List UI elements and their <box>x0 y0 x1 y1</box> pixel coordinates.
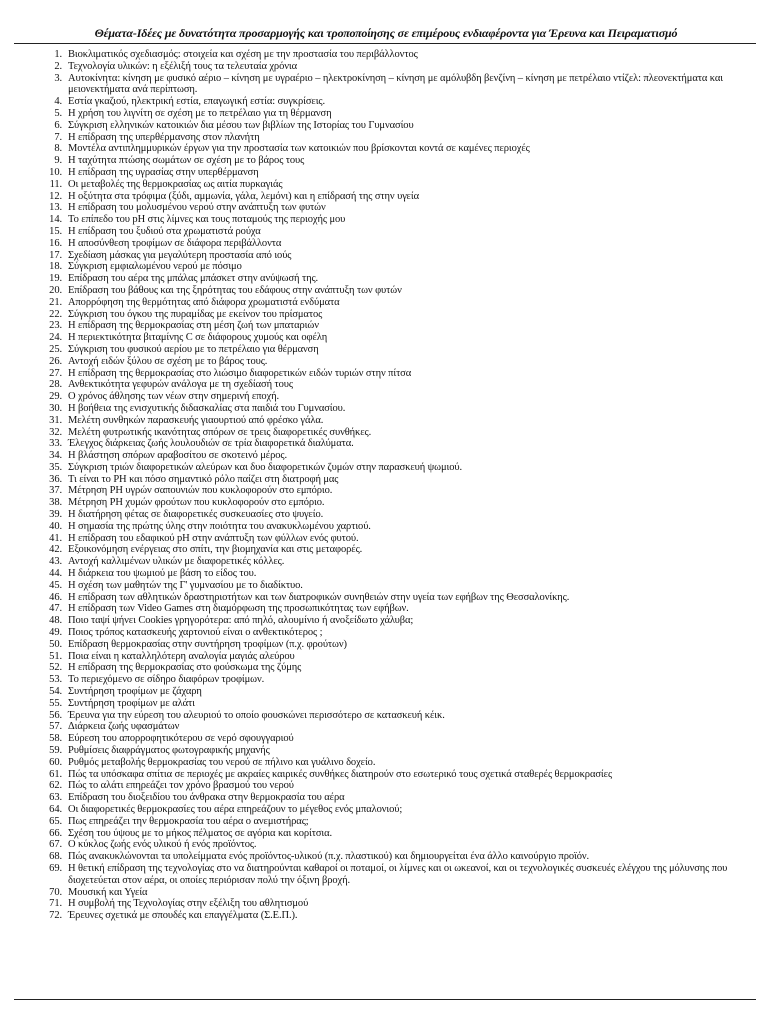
list-item-number-cell <box>0 273 62 285</box>
list-item-text: Πώς το αλάτι επηρεάζει τον χρόνο βρασμού του νερού <box>68 780 294 792</box>
list-item-text: Η επίδραση της θερμοκρασίας στο φούσκωμα της ζύμης <box>68 662 302 674</box>
list-item-number-cell <box>0 427 62 439</box>
list-item <box>0 96 768 108</box>
list-item-number: 23. <box>49 320 62 332</box>
list-item-number-cell <box>0 662 62 674</box>
list-item-number-cell <box>0 261 62 273</box>
list-item-number: 9. <box>54 155 62 167</box>
list-item-text: Ποιο ταψί ψήνει Cookies γρηγορότερα: από πηλό, αλουμίνιο ή ανοξείδωτο χάλυβα; <box>68 615 414 627</box>
list-item-number: 3. <box>54 72 62 84</box>
list-item-number: 33. <box>49 438 62 450</box>
list-item-number-cell <box>0 415 62 427</box>
list-item <box>0 320 768 332</box>
list-item-number: 10. <box>49 166 62 178</box>
list-item-number-cell <box>0 167 62 179</box>
list-item <box>0 167 768 179</box>
list-item-number-cell <box>0 61 62 73</box>
list-item-number: 61. <box>49 768 62 780</box>
list-item-text: Η χρήση του λιγνίτη σε σχέση με το πετρέλαιο για τη θέρμανση <box>68 107 332 119</box>
list-item-number-cell <box>0 828 62 840</box>
list-item-number-cell <box>0 120 62 132</box>
title-underline-divider <box>14 43 756 44</box>
list-item-text: Μοντέλα αντιπλημμυρικών έργων για την προστασία των κατοικιών που βρίσκονται κοντά σε καμένες περιοχές <box>68 143 530 155</box>
list-item-number: 12. <box>49 190 62 202</box>
list-item <box>0 132 768 144</box>
list-item-number-cell <box>0 320 62 332</box>
list-item <box>0 226 768 238</box>
list-item <box>0 910 768 922</box>
list-item-text: Η συμβολή της Τεχνολογίας στην εξέλιξη του αθλητισμού <box>68 898 309 910</box>
list-item <box>0 686 768 698</box>
list-item-number: 16. <box>49 237 62 249</box>
list-item-text: Η βλάστηση σπόρων αραβοσίτου σε σκοτεινό μέρος. <box>68 450 287 462</box>
list-item-number-cell <box>0 839 62 851</box>
list-item <box>0 509 768 521</box>
list-item-number-cell <box>0 96 62 108</box>
list-item <box>0 120 768 132</box>
list-item <box>0 804 768 816</box>
list-item-text: Σχεδίαση μάσκας για μεγαλύτερη προστασία από ιούς <box>68 249 292 261</box>
list-item-number-cell <box>0 509 62 521</box>
list-item-number: 13. <box>49 202 62 214</box>
list-item-number-cell <box>0 521 62 533</box>
list-item <box>0 580 768 592</box>
list-item-number: 71. <box>49 898 62 910</box>
list-item-number-cell <box>0 592 62 604</box>
list-item-number-cell <box>0 438 62 450</box>
list-item-number-cell <box>0 285 62 297</box>
list-item-text: Σύγκριση του φυσικού αερίου με το πετρέλαιο για θέρμανση <box>68 343 319 355</box>
list-item-number-cell <box>0 73 62 97</box>
list-item <box>0 450 768 462</box>
list-item-number: 37. <box>49 485 62 497</box>
list-item-text: Η επίδραση της θερμοκρασίας στη μέση ζωή των μπαταριών <box>68 320 319 332</box>
list-item <box>0 250 768 262</box>
list-item-number: 40. <box>49 520 62 532</box>
list-item-number: 59. <box>49 745 62 757</box>
list-item-text: Ο κύκλος ζωής ενός υλικού ή ενός προϊόντος. <box>68 839 257 851</box>
list-item-number-cell <box>0 403 62 415</box>
list-item-number-cell <box>0 344 62 356</box>
list-item-number: 38. <box>49 497 62 509</box>
list-item-text: Η διάρκεια του ψωμιού με βάση το είδος του. <box>68 568 257 580</box>
list-item <box>0 792 768 804</box>
list-item-number-cell <box>0 603 62 615</box>
list-item <box>0 887 768 899</box>
list-item-number-cell <box>0 497 62 509</box>
list-item <box>0 533 768 545</box>
list-item-number-cell <box>0 863 62 887</box>
list-item-number-cell <box>0 533 62 545</box>
list-item <box>0 73 768 97</box>
list-item-text: Μουσική και Υγεία <box>68 886 148 898</box>
list-item <box>0 674 768 686</box>
list-item-number: 58. <box>49 733 62 745</box>
list-item-number: 66. <box>49 827 62 839</box>
list-item-number: 45. <box>49 579 62 591</box>
list-item-number-cell <box>0 615 62 627</box>
list-item-number-cell <box>0 368 62 380</box>
list-item-number: 22. <box>49 308 62 320</box>
list-item <box>0 332 768 344</box>
list-item <box>0 639 768 651</box>
list-item-text: Μελέτη συνθηκών παρασκευής γιαουρτιού από φρέσκο γάλα. <box>68 414 324 426</box>
list-item-text: Αντοχή καλλιμένων υλικών με διαφορετικές κόλλες. <box>68 556 285 568</box>
list-item-text: Μέτρηση PH χυμών φρούτων που κυκλοφορούν στο εμπόριο. <box>68 497 325 509</box>
list-item <box>0 309 768 321</box>
list-item-number-cell <box>0 686 62 698</box>
list-item <box>0 556 768 568</box>
list-item-number-cell <box>0 485 62 497</box>
list-item-number-cell <box>0 462 62 474</box>
list-item <box>0 438 768 450</box>
list-item-text: Η οξύτητα στα τρόφιμα (ξύδι, αμμωνία, γάλα, λεμόνι) και η επίδρασή της στην υγεία <box>68 190 419 202</box>
list-item-number: 55. <box>49 697 62 709</box>
list-item-number-cell <box>0 391 62 403</box>
list-item-number-cell <box>0 544 62 556</box>
list-item <box>0 202 768 214</box>
list-item-number-cell <box>0 155 62 167</box>
list-item-number-cell <box>0 202 62 214</box>
list-item-number-cell <box>0 851 62 863</box>
list-item-number-cell <box>0 639 62 651</box>
list-item-text: Έρευνα για την εύρεση του αλευριού το οποίο φουσκώνει περισσότερο σε κατασκευή κέικ. <box>68 709 445 721</box>
list-item-number-cell <box>0 910 62 922</box>
list-item-number-cell <box>0 556 62 568</box>
list-item <box>0 108 768 120</box>
list-item-text: Η επίδραση του ξυδιού στα χρωματιστά ρούχα <box>68 225 261 237</box>
list-item-number-cell <box>0 651 62 663</box>
list-item <box>0 403 768 415</box>
list-item-number-cell <box>0 297 62 309</box>
list-item-text: Ρυθμίσεις διαφράγματος φωτογραφικής μηχανής <box>68 745 270 757</box>
topic-list <box>0 49 768 922</box>
list-item-number: 28. <box>49 379 62 391</box>
list-item <box>0 344 768 356</box>
list-item <box>0 769 768 781</box>
list-item-text: Μελέτη φυτρωτικής ικανότητας σπόρων σε τρεις διαφορετικές συνθήκες. <box>68 426 372 438</box>
list-item-number-cell <box>0 474 62 486</box>
list-item <box>0 356 768 368</box>
list-item-text: Η επίδραση της υπερθέρμανσης στον πλανήτη <box>68 131 260 143</box>
list-item-number: 39. <box>49 509 62 521</box>
list-item-text: Η επίδραση της υγρασίας στην υπερθέρμανση <box>68 166 259 178</box>
list-item-number: 72. <box>49 910 62 922</box>
list-item-text: Επίδραση του αέρα της μπάλας μπάσκετ στην ανύψωσή της. <box>68 273 319 285</box>
list-item-number-cell <box>0 804 62 816</box>
list-item <box>0 261 768 273</box>
list-item-number: 36. <box>49 473 62 485</box>
list-item <box>0 627 768 639</box>
list-item-number-cell <box>0 792 62 804</box>
list-item-number-cell <box>0 757 62 769</box>
list-item <box>0 214 768 226</box>
list-item <box>0 745 768 757</box>
list-item-text: Πώς τα υπόσκαφα σπίτια σε περιοχές με ακραίες καιρικές συνθήκες διατηρούν στο εσωτερικό τους σχετικά σταθερές θερμοκρασίες <box>68 768 612 780</box>
list-item-number: 20. <box>49 284 62 296</box>
list-item-text: Σύγκριση του όγκου της πυραμίδας με εκείνον του πρίσματος <box>68 308 323 320</box>
list-item-number-cell <box>0 49 62 61</box>
list-item-number: 41. <box>49 532 62 544</box>
list-item <box>0 757 768 769</box>
list-item-text: Τι είναι το PH και πόσο σημαντικό ρόλο παίζει στη διατροφή μας <box>68 473 339 485</box>
list-item-text: Η επίδραση του μολυσμένου νερού στην ανάπτυξη των φυτών <box>68 202 326 214</box>
list-item <box>0 497 768 509</box>
list-item <box>0 651 768 663</box>
list-item-text: Η θετική επίδραση της τεχνολογίας στο να διατηρούνται καθαροί οι ποταμοί, οι λίμνες και οι ωκεανοί, και οι τεχνολογικές συσκευές ελέγχου της μόλυνσης που διοχετεύεται στον αέρα, οι οποίες περιόρισαν πολύ την όξινη βροχή. <box>68 862 728 886</box>
list-item-text: Η επίδραση της θερμοκρασίας στο λιώσιμο διαφορετικών ειδών τυριών στην πίτσα <box>68 367 412 379</box>
list-item-text: Πώς ανακυκλώνονται τα υπολείμματα ενός προϊόντος-υλικού (π.χ. πλαστικού) και δημιουργείται ένα άλλο καινούργιο προϊόν. <box>68 851 590 863</box>
list-item-number: 34. <box>49 450 62 462</box>
list-item-number: 27. <box>49 367 62 379</box>
list-item-text: Η περιεκτικότητα βιταμίνης C σε διάφορους χυμούς και οφέλη <box>68 332 328 344</box>
list-item-number-cell <box>0 745 62 757</box>
list-item-text: Ποιος τρόπος κατασκευής χαρτονιού είναι ο ανθεκτικότερος ; <box>68 627 323 639</box>
list-item-number: 15. <box>49 225 62 237</box>
list-item-number-cell <box>0 379 62 391</box>
list-item-number: 54. <box>49 686 62 698</box>
list-item <box>0 485 768 497</box>
list-item-text: Επίδραση του βάθους και της ξηρότητας του εδάφους στην ανάπτυξη των φυτών <box>68 284 402 296</box>
list-item-number-cell <box>0 568 62 580</box>
list-item-number: 14. <box>49 214 62 226</box>
list-item-text: Ανθεκτικότητα γεφυρών ανάλογα με τη σχεδίασή τους <box>68 379 293 391</box>
list-item-number: 69. <box>49 862 62 874</box>
list-item-number: 21. <box>49 296 62 308</box>
list-item-number-cell <box>0 721 62 733</box>
list-item-number-cell <box>0 332 62 344</box>
list-item-number-cell <box>0 226 62 238</box>
list-item <box>0 285 768 297</box>
list-item-text: Η σχέση των μαθητών της Γ' γυμνασίου με το διαδίκτυο. <box>68 579 303 591</box>
list-item-text: Ο χρόνος άθλησης των νέων στην σημερινή εποχή. <box>68 391 280 403</box>
list-item <box>0 592 768 604</box>
list-item <box>0 155 768 167</box>
list-item <box>0 143 768 155</box>
footer-divider <box>14 999 756 1000</box>
list-item-text: Έλεγχος διάρκειας ζωής λουλουδιών σε τρία διαφορετικά διαλύματα. <box>68 438 354 450</box>
list-item-number: 57. <box>49 721 62 733</box>
list-item-number: 26. <box>49 355 62 367</box>
list-item-number: 63. <box>49 792 62 804</box>
list-item-number: 67. <box>49 839 62 851</box>
list-item-number-cell <box>0 698 62 710</box>
list-item-number: 11. <box>49 178 62 190</box>
list-item-number: 18. <box>49 261 62 273</box>
list-item-number-cell <box>0 179 62 191</box>
list-item-number: 50. <box>49 638 62 650</box>
list-item-number-cell <box>0 769 62 781</box>
list-item-number: 53. <box>49 674 62 686</box>
list-item-text: Μέτρηση PH υγρών σαπουνιών που κυκλοφορούν στο εμπόριο. <box>68 485 333 497</box>
list-item-number: 1. <box>54 49 62 60</box>
list-item-text: Επίδραση θερμοκρασίας στην συντήρηση τροφίμων (π.χ. φρούτων) <box>68 638 347 650</box>
list-item-text: Σύγκριση τριών διαφορετικών αλεύρων και δυο διαφορετικών ζυμών στην παρασκευή ψωμιού. <box>68 461 462 473</box>
list-item-number-cell <box>0 250 62 262</box>
list-item <box>0 603 768 615</box>
list-item-number: 7. <box>54 131 62 143</box>
list-item-number: 48. <box>49 615 62 627</box>
list-item-text: Αυτοκίνητα: κίνηση με φυσικό αέριο – κίνηση με υγραέριο – ηλεκτροκίνηση – κίνηση με αμόλυβδη βενζίνη – κίνηση με πετρέλαιο ντίζελ: πλεονεκτήματα και μειονεκτήματα ανά περίπτωση. <box>68 72 724 96</box>
list-item-text: Η διατήρηση φέτας σε διαφορετικές συσκευασίες στο ψυγείο. <box>68 509 324 521</box>
list-item-number: 19. <box>49 273 62 285</box>
list-item-text: Οι μεταβολές της θερμοκρασίας ως αιτία πυρκαγιάς <box>68 178 283 190</box>
list-item <box>0 521 768 533</box>
list-item <box>0 839 768 851</box>
list-item-text: Εστία γκαζιού, ηλεκτρική εστία, επαγωγική εστία: συγκρίσεις. <box>68 96 325 108</box>
list-item-number: 51. <box>49 650 62 662</box>
list-item-number-cell <box>0 674 62 686</box>
list-item <box>0 368 768 380</box>
list-item-number: 5. <box>54 107 62 119</box>
list-item <box>0 568 768 580</box>
list-item-number-cell <box>0 580 62 592</box>
list-item <box>0 828 768 840</box>
list-item-text: Απορρόφηση της θερμότητας από διάφορα χρωματιστά ενδύματα <box>68 296 340 308</box>
list-item-text: Εξοικονόμηση ενέργειας στο σπίτι, την βιομηχανία και στις μεταφορές. <box>68 544 363 556</box>
list-item-text: Η επίδραση του εδαφικού pH στην ανάπτυξη των φύλλων ενός φυτού. <box>68 532 359 544</box>
list-item-text: Η επίδραση των αθλητικών δραστηριοτήτων και των διατροφικών συνηθειών στην υγεία των εφήβων της Θεσσαλονίκης. <box>68 591 570 603</box>
list-item-number: 17. <box>49 249 62 261</box>
list-item-text: Η σημασία της πρώτης ύλης στην ποιότητα του ανακυκλωμένου χαρτιού. <box>68 520 371 532</box>
list-item-number: 46. <box>49 591 62 603</box>
list-item-number-cell <box>0 238 62 250</box>
page-title: Θέματα-Ιδέες με δυνατότητα προσαρμογής και τροποποίησης σε επιμέρους ενδιαφέροντα για Έρευνα και Πειραματισμό <box>94 26 678 40</box>
list-item-number: 56. <box>49 709 62 721</box>
list-item <box>0 733 768 745</box>
list-item-number-cell <box>0 898 62 910</box>
list-item-number: 29. <box>49 391 62 403</box>
list-item <box>0 273 768 285</box>
list-item-text: Επίδραση του διοξειδίου του άνθρακα στην θερμοκρασία του αέρα <box>68 792 345 804</box>
list-item <box>0 898 768 910</box>
list-item-text: Η βοήθεια της ενισχυτικής διδασκαλίας στα παιδιά του Γυμνασίου. <box>68 402 346 414</box>
list-item <box>0 710 768 722</box>
list-item-number: 62. <box>49 780 62 792</box>
list-item-number-cell <box>0 214 62 226</box>
list-item-number: 30. <box>49 402 62 414</box>
list-item-number-cell <box>0 309 62 321</box>
list-item <box>0 662 768 674</box>
list-item <box>0 863 768 887</box>
list-item-number: 32. <box>49 426 62 438</box>
list-item-text: Σύγκριση ελληνικών κατοικιών δια μέσου των βιβλίων της Ιστορίας του Γυμνασίου <box>68 119 414 131</box>
list-item-number-cell <box>0 710 62 722</box>
list-item-number: 43. <box>49 556 62 568</box>
list-item-text: Σύγκριση εμφιαλωμένου νερού με πόσιμο <box>68 261 242 273</box>
list-item <box>0 61 768 73</box>
list-item-number-cell <box>0 450 62 462</box>
list-item-number: 64. <box>49 804 62 815</box>
list-item-number: 65. <box>49 815 62 827</box>
list-item <box>0 816 768 828</box>
list-item <box>0 721 768 733</box>
list-item <box>0 179 768 191</box>
list-item-number-cell <box>0 887 62 899</box>
list-item-number: 68. <box>49 851 62 863</box>
list-item <box>0 698 768 710</box>
list-item-text: Σχέση του ύψους με το μήκος πέλματος σε αγόρια και κορίτσια. <box>68 827 333 839</box>
list-item-number-cell <box>0 132 62 144</box>
list-item-text: Η ταχύτητα πτώσης σωμάτων σε σχέση με το βάρος τους <box>68 155 305 167</box>
list-item <box>0 49 768 61</box>
list-item <box>0 544 768 556</box>
list-item <box>0 615 768 627</box>
list-item-number: 4. <box>54 96 62 108</box>
list-item-number: 25. <box>49 343 62 355</box>
list-item-number-cell <box>0 627 62 639</box>
list-item-text: Διάρκεια ζωής υφασμάτων <box>68 721 180 733</box>
list-item-text: Συντήρηση τροφίμων με ζάχαρη <box>68 686 202 698</box>
list-item-text: Αντοχή ειδών ξύλου σε σχέση με το βάρος τους. <box>68 355 268 367</box>
list-item-text: Οι διαφορετικές θερμοκρασίες του αέρα επηρεάζουν το μέγεθος ενός μπαλονιού; <box>68 804 403 815</box>
list-item-text: Τεχνολογία υλικών: η εξέλιξή τους τα τελευταία χρόνια <box>68 60 297 72</box>
list-item <box>0 427 768 439</box>
list-item-number: 60. <box>49 756 62 768</box>
list-item <box>0 462 768 474</box>
list-item-text: Ποια είναι η καταλληλότερη αναλογία μαγιάς αλεύρου <box>68 650 295 662</box>
list-item-number: 35. <box>49 461 62 473</box>
list-item-number: 52. <box>49 662 62 674</box>
list-item-number: 42. <box>49 544 62 556</box>
list-item-text: Ρυθμός μεταβολής θερμοκρασίας του νερού σε πήλινο και γυάλινο δοχείο. <box>68 756 376 768</box>
list-item-text: Συντήρηση τροφίμων με αλάτι <box>68 697 195 709</box>
list-item-text: Το περιεχόμενο σε σίδηρο διαφόρων τροφίμων. <box>68 674 265 686</box>
list-item-number: 31. <box>49 414 62 426</box>
list-item <box>0 851 768 863</box>
list-item-number-cell <box>0 816 62 828</box>
list-item-text: Η αποσύνθεση τροφίμων σε διάφορα περιβάλλοντα <box>68 237 282 249</box>
list-item <box>0 297 768 309</box>
list-item-number-cell <box>0 733 62 745</box>
list-item-number: 70. <box>49 886 62 898</box>
list-item-number: 44. <box>49 568 62 580</box>
list-item-text: Η επίδραση των Video Games στη διαμόρφωση της προσωπικότητας των εφήβων. <box>68 603 409 615</box>
list-item <box>0 415 768 427</box>
list-item-text: Πως επηρεάζει την θερμοκρασία του αέρα ο ανεμιστήρας; <box>68 815 309 827</box>
list-item-text: Έρευνες σχετικά με σπουδές και επαγγέλματα (Σ.Ε.Π.). <box>68 910 298 922</box>
list-item-text: Το επίπεδο του pH στις λίμνες και τους ποταμούς της περιοχής μου <box>68 214 346 226</box>
list-item <box>0 780 768 792</box>
list-item-number: 47. <box>49 603 62 615</box>
list-item-text: Βιοκλιματικός σχεδιασμός: στοιχεία και σχέση με την προστασία του περιβάλλοντος <box>68 49 418 60</box>
list-item <box>0 391 768 403</box>
list-item-number: 24. <box>49 332 62 344</box>
list-item-number-cell <box>0 191 62 203</box>
list-item-number-cell <box>0 356 62 368</box>
list-item-number-cell <box>0 780 62 792</box>
list-item-number: 8. <box>54 143 62 155</box>
list-item <box>0 191 768 203</box>
list-item-number-cell <box>0 143 62 155</box>
list-item-number: 2. <box>54 60 62 72</box>
list-item-number: 49. <box>49 627 62 639</box>
list-item <box>0 379 768 391</box>
list-item <box>0 238 768 250</box>
list-item-text: Εύρεση του απορροφητικότερου σε νερό σφουγγαριού <box>68 733 294 745</box>
list-item-number: 6. <box>54 119 62 131</box>
list-item <box>0 474 768 486</box>
list-item-number-cell <box>0 108 62 120</box>
